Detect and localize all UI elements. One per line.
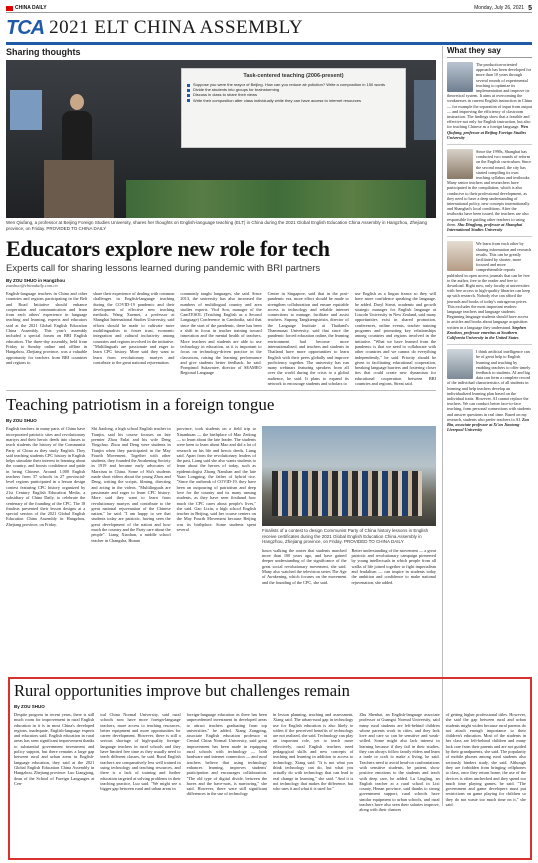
side-screen xyxy=(10,90,42,130)
quote-author: Stephen Krashen, professor emeritus at Southern California University in the United States xyxy=(447,324,526,340)
section-title: Sharing thoughts xyxy=(6,47,81,57)
divider xyxy=(447,144,532,145)
article-column: of getting higher professional titles. However, she said the gap between rural and urban students might widen because rural parents do not attach enough importance to their children's education. Most of the students in her class are left-behind children and many lack care from their parents and are not guided by their grandparents, she said. The popularity of mobile phones among rural students also seriously hinders study, she said. Although they are forbidden from bringing cellphones to class, once they return home, the use of the devices is often unchecked and they spend too much time playing games, he said. "The government and game developers must put restrictions on game playing for children so they do not waste too much time on it," she said. xyxy=(445,712,526,808)
slide-title: Task-centered teaching (2006-present) xyxy=(243,73,344,79)
avatar xyxy=(447,349,473,379)
podium xyxy=(44,160,114,218)
article-column: Centre in Singapore, said that in the post-pandemic era, more effort should be made to strengthen collaboration and ensure equitable access to technology and reliable internet connections to manage, facilitate and assist teachers. Supong Tangkiengsirisin, director of the Language Institute at Thailand's Thammasat University, said that since the pandemic forced education online, the learning environment had become more internationalized, and teachers and students in Thailand have more opportunities to learn English with their peers globally and improve proficiency together. The university has run many webinars featuring speakers from all over the world during the crisis to a global audience, he said. It plans to expand its network to encourage students and scholars to xyxy=(267,291,349,387)
article-column: foreign-language education as there has been unprecedented investment in developed areas to attract teachers graduating from top universities," he added. Xiang Zongping, associate English education professor at Central China Normal University, said great improvement has been made in equipping rural schools with technology — both hardware and internet connection — and rural teachers believe that using technology enhances learning, improves students' participation and encourages collaboration. "The old type of digital divide, between the haves and the have-nots, is narrowing," she said. However, there were still significant differences in the use of technology xyxy=(186,712,267,797)
slide-bullet: Write their composition after class individually while they can have access to internet resources xyxy=(187,98,400,103)
avatar xyxy=(447,241,473,271)
article-column: English teachers in many parts of China have incorporated patriotic sites and revolutionary martyrs and their heroic deeds into classes to teach students the history of the Communist Party of China as they study English. They said teaching students CPC history in English helps stimulate their interest in learning about the country, and boosts confidence and pride in being Chinese. Around 1,000 English teachers from 37 schools in 27 provincial-level regions participated in a lesson design contest featuring CPC history organized by 21st Century English Education Media, a subsidiary of China Daily, to celebrate the centenary of the founding of the CPC. The 18 finalists presented their lesson designs at a special session of the 2021 Global English Education China Assembly in Hangzhou, Zhejiang province, on Friday. xyxy=(6,426,86,527)
article-column: use English as a lingua franca so they will have more confidence speaking the language, he added. Daryl Streat, academic and growth strategic manager for English language at Lincoln University in New Zealand, said many opportunities exist in shared promotion, conferences, online events, teacher training programs and promoting key relationships among countries and regions involved in the initiative. "What we have learned from the pandemic is that we need to collaborate with other countries and we cannot do everything independently," he said. Priority should be given to facilitating educational cooperation, breaking language barriers and fostering closer ties that could create new dynamism for educational cooperation between BRI countries and regions, Streat said. xyxy=(354,291,437,387)
quote-author: Wen Qiufang, professor at Beijing Foreign Studies University xyxy=(447,124,529,140)
byline: By ZOU SHUO xyxy=(6,418,37,424)
quote-block xyxy=(447,349,532,432)
masthead-rule xyxy=(6,42,532,45)
article-headline: Educators explore new role for tech xyxy=(6,236,330,261)
quote-block xyxy=(447,149,532,232)
conference-photo xyxy=(6,60,436,218)
photo-caption: Wen Qiufang, a professor at Beijing Foreign Studies University, shares her thoughts on English-language teaching (ELT) in China during the 2021 Global English Education China Assembly in Hangzhou, Zhejiang province, on Friday. PROVIDED TO CHINA DAILY xyxy=(6,220,427,231)
quote-text: We learn from each other by sharing information and research results. This can be greatly facilitated by shorter, more focused and more comprehensible reports published in open access journals that can be free to the author, free to the reader and free to download. Right now, only faculty at universities with free access to high-quality libraries can keep up with research. Nobody else can afford the journals and books of today's outrageous prices. This excludes the most important readers: language teachers and language students. Beginning language students should have access to articles and books about language acquisition written in a language they understand. xyxy=(447,241,532,330)
sidebar-title: What they say xyxy=(447,46,532,58)
quote-text: Since the 1990s, Shanghai has conducted two rounds of reform on the English curriculum. Since the second round, the city has started compiling its own teaching syllabus and textbooks. Many senior teachers and researchers have participated in the compilation, which is also conducive to their professional development, as they need to have a deep understanding of international policy, new concepts internationally and Shanghai's local conditions. After the textbooks have been issued, the teachers are also responsible for guiding other teachers to using them. xyxy=(447,149,532,227)
speaker-figure xyxy=(62,94,92,164)
article-column: Zhu Shenhai, an English-language associate professor at Guangxi Normal University, said many rural students are left-behind children whose parents work in cities, and they lack love and care so can be sensitive and weak-willed. Some might also lack interest in learning because if they fail in their studies, they can always follow family elders and learn a trade or craft to make a living, he said. Teachers need to avoid head-on confrontations with sensitive students, be patient, show positive emotions to the students and teach with deep care, he added. Lu Lingling, an English teacher at a rural school in Lixi county, Henan province, said thanks to strong government support, rural schools have similar equipment to urban schools, and rural teachers have also seen their salaries improve, along with their chances xyxy=(359,712,440,813)
slide-bullet: Suppose you were the mayor of Beijing. How can you reduce air pollution? Write a composition in 150 words xyxy=(187,82,400,87)
students-photo xyxy=(262,426,436,526)
article-column: Despite progress in recent years, there is still much room for improvement in rural English education in it is in most China's developed regions, inadequate, English-language experts and educators said. English education in rural areas has seen significant improvement thanks to substantial government investment and policy support, but there remains a large gap between rural and urban areas in English-language education, they said at the 2021 Global English Education China Assembly in Hangzhou, Zhejiang province. Luo Liangjong, dean of the School of Foreign Languages at Cen- xyxy=(14,712,95,786)
article-column: hours walking the routes that students marched more than 100 years ago, and have gained deeper understanding of the significance of the great social revolutionary movement, she said. Many also watched the television series The Age of Awakening, which focuses on the movement and the founding of the CPC, she said. xyxy=(262,547,347,585)
quote-author: Zou Bin, associate professor at Xi'an Jiaotong-Liverpool University xyxy=(447,416,529,433)
tca-logo: TCA xyxy=(6,16,45,39)
slide-bullet: Discuss in class to share their views xyxy=(187,92,400,97)
students-group xyxy=(272,471,422,516)
presentation-slide xyxy=(181,68,406,148)
highlighted-article xyxy=(8,677,532,860)
byline-email: zoushuo@chinadaily.com.cn xyxy=(6,283,58,288)
quote-text: The production-oriented approach has been developed for more than 10 years through several rounds of experimental teaching to optimize its implementation and improve its theoretical system. It aims at overcoming the weaknesses in current English instruction in China — for example the separation of input from output — and improving the efficiency of classroom instruction. The findings show that a feasible and effective not only for English instruction, but also for teaching Chinese as a foreign language. xyxy=(447,62,532,130)
byline: By ZOU SHUO xyxy=(14,704,45,709)
divider xyxy=(6,390,436,391)
article-body xyxy=(6,291,436,386)
quote-block xyxy=(447,62,532,140)
flag-icon xyxy=(6,6,13,11)
avatar xyxy=(447,149,473,179)
divider xyxy=(447,344,532,345)
main-column xyxy=(6,46,436,585)
paper-name: CHINA DAILY xyxy=(15,5,47,11)
article-subhead: Experts call for sharing lessons learned during pandemic with BRI partners xyxy=(6,263,321,274)
masthead-title: 2021 ELT CHINA ASSEMBLY xyxy=(49,17,304,38)
slide-bullet: Divide the students into groups for brainstorming xyxy=(187,87,400,92)
article-headline: Teaching patriotism in a foreign tongue xyxy=(6,395,275,415)
article-column: tral China Normal University, said rural schools now have more foreign-language teachers, more access to teaching resources, better equipment and more opportunities for career development. However, there is still a serious shortage of high-quality foreign-language teachers in rural schools and they have limited free time as they usually need to teach different classes, he said. Rural English teachers are comparatively less well trained in using technology and teaching resources, and there is a lack of training and further education targeted at solving problems in their teaching practice, Luo said. "We might see a bigger gap between rural and urban areas in xyxy=(100,712,181,792)
article-body xyxy=(6,426,436,585)
article-column: English-language teachers in China and other countries and regions participating in the Belt and Road Initiative should enhance cooperation and communication and learn from each others' experience in language teaching and learning, experts and educators said at the 2021 Global English Education China Assembly. This year's assembly included a special forum on BRI English education. The three-day assembly, held from Friday to Sunday online and offline in Hangzhou, Zhejiang province, was a valuable opportunity for teachers from BRI countries and regions to xyxy=(6,291,88,365)
byline: By ZOU SHUO in Hangzhou xyxy=(6,278,65,283)
slide-bullets xyxy=(187,82,400,103)
article-column: Better understanding of the movement — a great patriotic and revolutionary campaign pioneered by young intellectuals in which people from all walks of life joined together to fight imperialism and feudalism — can inspire in students today the ambition and confidence to make national rejuvenation, she added. xyxy=(351,547,436,585)
quote-author: Shu Dingfang, professor at Shanghai International Studies University xyxy=(447,221,523,233)
article-body xyxy=(14,712,526,813)
page-header xyxy=(6,4,532,13)
page-number: 5 xyxy=(528,4,532,12)
photo-caption: Finalists of a contest to design Communist Party of China history lessons in English receive certificates during the 2021 Global English Education China Assembly in Hangzhou, Zhejiang province, on Friday. PROVIDED TO CHINA DAILY xyxy=(262,528,429,545)
divider xyxy=(447,236,532,237)
article-column: in lesson planning, teaching and assessment, Xiang said. The urban-rural gap in technology use for English education is also likely to widen if the perceived benefits of technology are not realized, she said. Technology can play an important role, yet to teach more effectively, rural English teachers need pedagogical skills and new concepts of teaching and learning in addition to access to technology, Xiang said. "It is not what you think technology can do, but what you actually do with technology that can lead to real change in learning," she said. "And it is not technology that makes the difference, but who uses it and what it is used for." xyxy=(272,712,354,792)
page-date: Monday, July 26, 2021 xyxy=(474,5,525,11)
side-screen-right xyxy=(414,80,436,140)
article-headline: Rural opportunities improve but challenges remain xyxy=(14,681,350,700)
stage-plants xyxy=(126,180,426,218)
article-column: share their experience of dealing with common challenges in English-language teaching during the COVID-19 pandemic and their development of effective new teaching methods. Wang Xuemei, a professor at Shanghai International Studies University, said efforts should be made to cultivate more multilingualists to foster trust, economic integration and cultural inclusivity among countries and regions involved in the initiative. "Multilinguals are passionate and eager to learn CPC history. More said they want to learn from revolutionary martyrs and contribute to the great national rejuvenation. xyxy=(93,291,175,365)
article-column: Shi Jiaolong, a high school English teacher in Tianjin, said his course focuses on late premier Zhou Enlai and his wife Deng Yingchao. Zhou and Deng were students in Tianjin when they participated in the May Fourth Movement. Together with other students, they founded the Awakening Society in 1919 and became early advocates of Marxism in China. Some of Shi's students made short videos about the young Zhou and Deng, writing the scripts, filming, directing and acting in the videos. "Multilinguals are passionate and eager to learn CPC history. More said they want to learn from revolutionary martyrs and contribute to the great national rejuvenation of the Chinese nation," he said. "I am happy to see that students today are patriotic, having seen the great development of the nation and how much the country and the Party care about the people". Liang Xiaohan, a middle school teacher in Changsha, Hunan xyxy=(91,426,171,543)
quote-block xyxy=(447,241,532,340)
article-column: province, took students on a field trip to Xinanhuan — the birthplace of Mao Zedong — to learn about the late leader. The students were keen to learn about Mao and did a lot of research on his life and heroic deeds, Liang said. Apart from the revolutionary leaders of the past, Liang said she also wants students to learn about the heroes of today, such as epidemiologist Zhong Nanshan and the late Yuan Longping, the father of hybrid rice. "Since the outbreak of COVID-19, they have been an outpouring of patriotism and deep love for the country and its many unsung students, as they have seen firsthand how much the CPC cares about people's lives," she said. Gao Lixin, a high school English teacher in Beijing, said her course centers on the May Fourth Movement because Beijing was its birthplace. Some students spent several xyxy=(176,426,256,532)
masthead xyxy=(6,15,532,41)
avatar xyxy=(447,62,473,92)
article-column: commonly taught languages, she said. Since 2013, the university has also increased the numbers of multilingual country and area studies experts. Vicd Son, manager of the CamTESOL (Teaching English as a Second Language) Conference in Cambodia, said that since the start of the pandemic, there has been a shift in focus in teacher training toward innovation and the mental health of teachers. More teachers and students are able to use technology in education, as it is important to focus on technology-driven practice in the classroom, raising the learning performance and give students better feedback, he said. Pornpimol Sukavatee, director of SEAMEO Regional Language xyxy=(180,291,262,376)
quote-text: I think artificial intelligence can be of great help to English learning and teaching by enabling teachers to offer timely feedback to students. AI and big data can form a complete record of the individual characteristics of all students in learning and help teachers develop an individualized learning plan based on the individual traits. However, AI cannot replace the teachers. We can conduct better face-to-face teaching, form personal connections with students and answer questions in real time. Based on my research, students also prefer teachers to AI. xyxy=(447,349,531,422)
